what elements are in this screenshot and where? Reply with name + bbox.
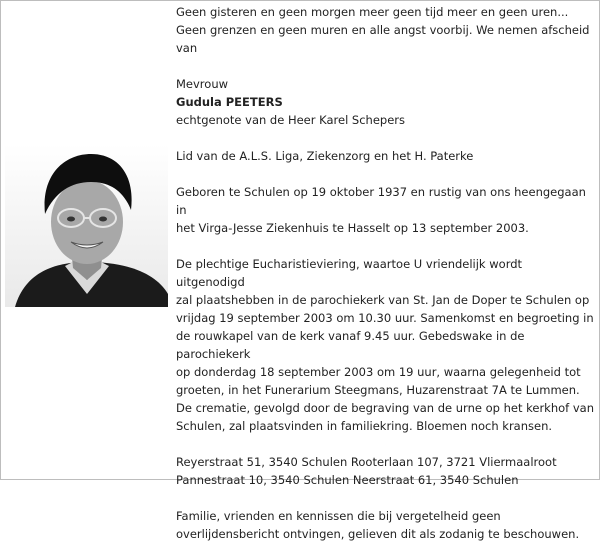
ceremony-line: De plechtige Eucharistieviering, waartoe U vriendelijk wordt uitgenodigd bbox=[176, 257, 523, 289]
closing-line: overlijdensbericht ontvingen, gelieven dit als zodanig te beschouwen. bbox=[176, 527, 580, 541]
birth-line: het Virga-Jesse Ziekenhuis te Hasselt op 13 september 2003. bbox=[176, 221, 529, 235]
ceremony-line: groeten, in het Funerarium Steegmans, Huzarenstraat 7A te Lummen. bbox=[176, 383, 580, 397]
intro-line: Geen grenzen en geen muren en alle angst voorbij. We nemen afscheid bbox=[176, 23, 590, 37]
intro-line: van bbox=[176, 41, 198, 55]
spouse-line: echtgenote van de Heer Karel Schepers bbox=[176, 113, 406, 127]
membership-line: Lid van de A.L.S. Liga, Ziekenzorg en het H. Paterke bbox=[176, 149, 474, 163]
closing-line: Familie, vrienden en kennissen die bij vergetelheid geen bbox=[176, 509, 501, 523]
honorific: Mevrouw bbox=[176, 77, 229, 91]
address-line: Pannestraat 10, 3540 Schulen Neerstraat 61, 3540 Schulen bbox=[176, 473, 519, 487]
portrait-illustration bbox=[5, 144, 168, 307]
ceremony-line: Schulen, zal plaatsvinden in familiekring. Bloemen noch kransen. bbox=[176, 419, 553, 433]
ceremony-line: de rouwkapel van de kerk vanaf 9.45 uur. Gebedswake in de parochiekerk bbox=[176, 329, 525, 361]
birth-line: Geboren te Schulen op 19 oktober 1937 en rustig van ons heengegaan in bbox=[176, 185, 586, 217]
portrait-photo bbox=[5, 144, 168, 307]
deceased-name: Gudula PEETERS bbox=[176, 95, 283, 109]
ceremony-line: vrijdag 19 september 2003 om 10.30 uur. Samenkomst en begroeting in bbox=[176, 311, 594, 325]
ceremony-line: zal plaatshebben in de parochiekerk van St. Jan de Doper te Schulen op bbox=[176, 293, 590, 307]
ceremony-line: De crematie, gevolgd door de begraving van de urne op het kerkhof van bbox=[176, 401, 595, 415]
address-line: Reyerstraat 51, 3540 Schulen Rooterlaan 107, 3721 Vliermaalroot bbox=[176, 455, 557, 469]
obituary-text bbox=[176, 3, 594, 543]
intro-line: Geen gisteren en geen morgen meer geen tijd meer en geen uren... bbox=[176, 5, 569, 19]
ceremony-line: op donderdag 18 september 2003 om 19 uur, waarna gelegenheid tot bbox=[176, 365, 581, 379]
